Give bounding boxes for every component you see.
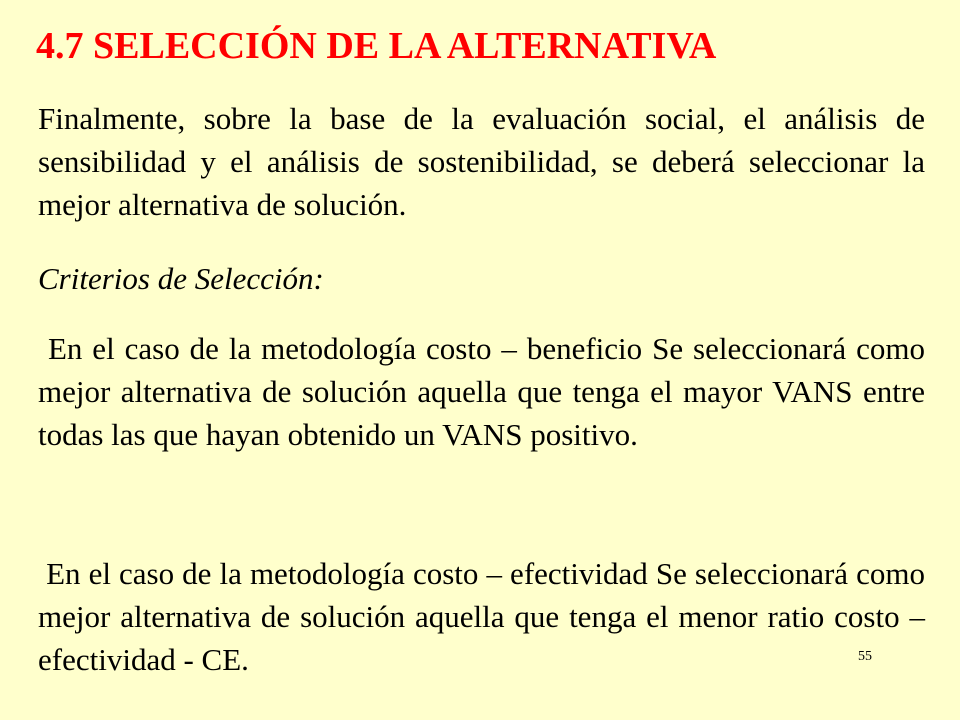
- intro-paragraph: Finalmente, sobre la base de la evaluación social, el análisis de sensibilidad y el análisis de sostenibilidad, se deberá seleccionar la mejor alternativa de solución.: [38, 101, 925, 222]
- slide-title: 4.7 SELECCIÓN DE LA ALTERNATIVA: [36, 25, 717, 67]
- cost-benefit-paragraph: En el caso de la metodología costo – beneficio Se seleccionará como mejor alternativa de solución aquella que tenga el mayor VANS entre todas las que hayan obtenido un VANS positivo.: [38, 331, 933, 452]
- criteria-heading: Criterios de Selección:: [38, 261, 324, 296]
- cost-effectiveness-paragraph: En el caso de la metodología costo – efectividad Se seleccionará como mejor alternativa de solución aquella que tenga el menor ratio costo – efectividad - CE.: [38, 556, 933, 677]
- page-number: 55: [858, 649, 872, 664]
